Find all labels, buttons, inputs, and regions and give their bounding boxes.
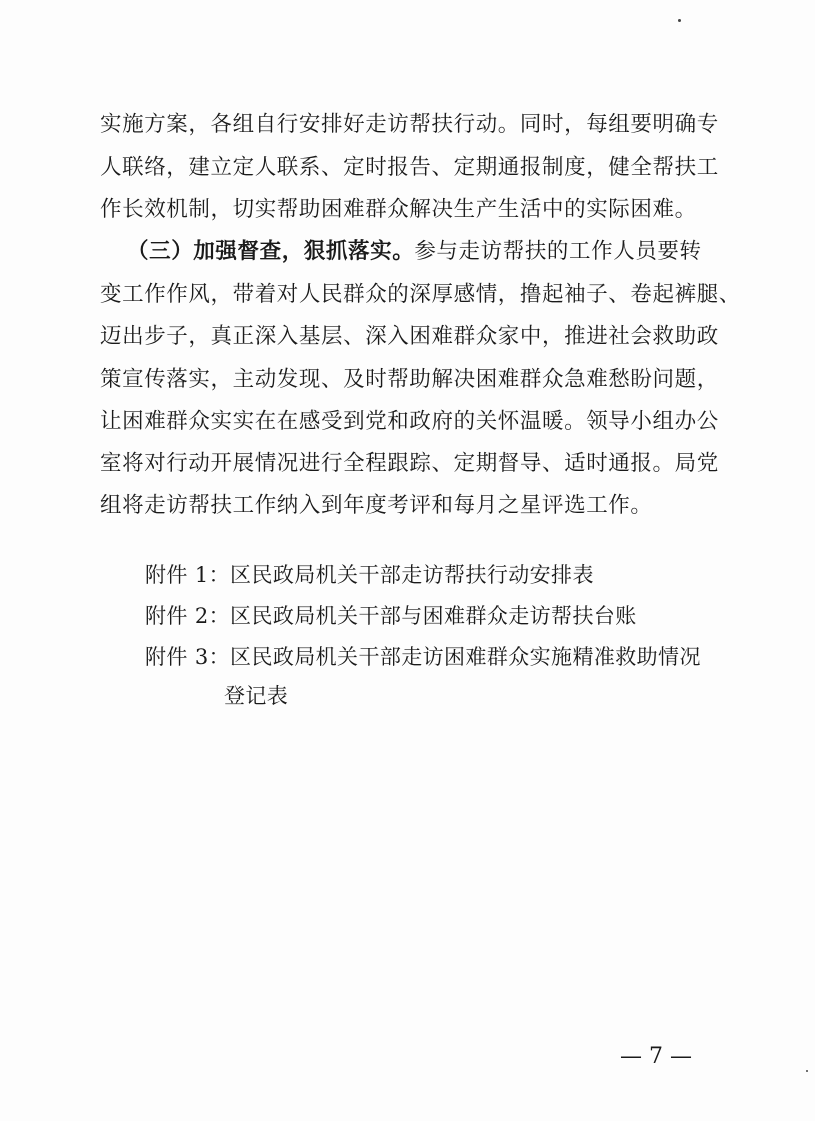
page-number: — 7 — [620,1044,692,1069]
paragraph-1-line-3: 作长效机制，切实帮助困难群众解决生产生活中的实际困难。 [100,197,697,222]
paragraph-2-line-4: 策宣传落实，主动发现、及时帮助解决困难群众急难愁盼问题， [100,367,719,392]
paragraph-2-line-1 [127,237,702,267]
paragraph-2-line-2: 变工作作风，带着对人民群众的深厚感情，撸起袖子、卷起裤腿、 [100,282,741,307]
paragraph-2-line-3: 迈出步子，真正深入基层、深入困难群众家中，推进社会救助政 [100,324,719,349]
paragraph-1-line-2: 人联络，建立定人联系、定时报告、定期通报制度，健全帮扶工 [100,155,719,180]
attachment-3 [145,642,701,672]
attachment-2 [145,601,637,631]
scan-speck [678,19,681,22]
paragraph-2-first-line-text: 参与走访帮扶的工作人员要转 [414,239,702,264]
section-heading: （三）加强督查，狠抓落实。 [127,239,415,264]
attachment-3-continuation: 登记表 [224,684,289,708]
paragraph-1-line-1: 实施方案，各组自行安排好走访帮扶行动。同时，每组要明确专 [100,112,719,137]
attachment-label: 附件 2： [145,604,231,628]
attachment-1 [145,560,594,590]
attachment-label: 附件 1： [145,563,231,587]
paragraph-2-line-7: 组将走访帮扶工作纳入到年度考评和每月之星评选工作。 [100,493,653,518]
attachment-title: 区民政局机关干部走访困难群众实施精准救助情况 [230,645,701,669]
scan-speck [806,1070,808,1072]
paragraph-2-line-5: 让困难群众实实在在感受到党和政府的关怀温暖。领导小组办公 [100,409,719,434]
attachment-label: 附件 3： [145,645,231,669]
attachment-title: 区民政局机关干部与困难群众走访帮扶台账 [230,604,637,628]
paragraph-2-line-6: 室将对行动开展情况进行全程跟踪、定期督导、适时通报。局党 [100,451,719,476]
attachment-title: 区民政局机关干部走访帮扶行动安排表 [230,563,594,587]
